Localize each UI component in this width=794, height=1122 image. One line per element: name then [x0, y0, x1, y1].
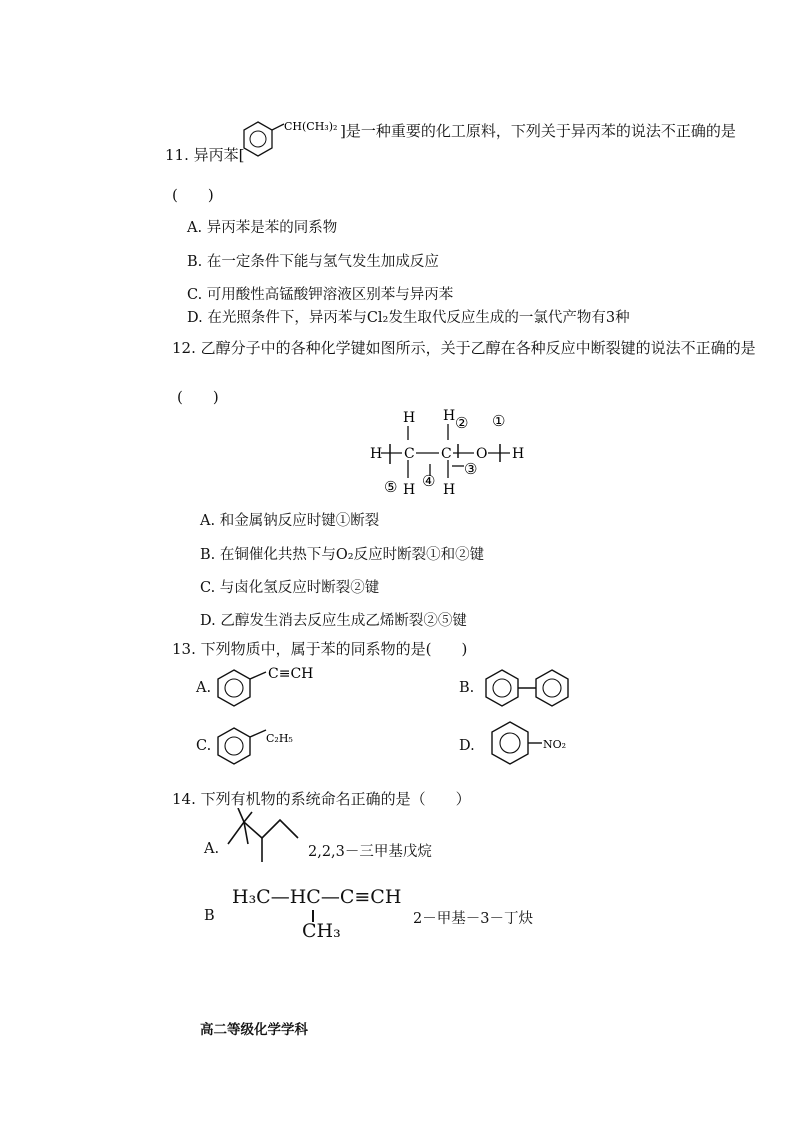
atom-c1: C [404, 446, 415, 462]
q14-option-b-letter: B [204, 908, 215, 924]
atom-h-bottom2: H [443, 482, 456, 498]
q13-option-d-label: NO₂ [543, 738, 567, 751]
q13-option-a-label: C≡CH [268, 666, 314, 682]
q14-option-b-branch: CH₃ [302, 920, 341, 942]
q11-paren: ( ) [172, 186, 214, 204]
isopropylbenzene-structure [236, 118, 348, 168]
biphenyl-structure [480, 664, 580, 714]
q14-option-b-name: 2－甲基－3－丁炔 [413, 911, 533, 927]
q13-stem: 13. 下列物质中，属于苯的同系物的是( ) [172, 640, 468, 658]
ethylbenzene-structure [214, 722, 314, 772]
q12-option-a: A. 和金属钠反应时键①断裂 [200, 513, 380, 529]
atom-h-right: H [512, 446, 525, 462]
q12-option-b: B. 在铜催化共热下与O₂反应时断裂①和②键 [200, 547, 485, 563]
q12-stem: 12. 乙醇分子中的各种化学键如图所示，关于乙醇在各种反应中断裂键的说法不正确的是 [172, 339, 756, 357]
bond-label-2: ② [455, 414, 469, 432]
atom-h-top2: H [443, 408, 456, 424]
bond-label-1: ① [492, 412, 506, 430]
q11-option-c: C. 可用酸性高锰酸钾溶液区别苯与异丙苯 [187, 287, 454, 303]
bond-label-5: ⑤ [384, 478, 398, 496]
q13-option-c-label: C₂H₅ [266, 732, 293, 745]
atom-o: O [476, 446, 488, 462]
q11-stem [165, 144, 245, 165]
atom-h-top1: H [403, 410, 416, 426]
q11-stem-pre: 异丙苯[ [193, 146, 245, 164]
bond-label-4: ④ [422, 472, 436, 490]
q11-option-d: D. 在光照条件下，异丙苯与Cl₂发生取代反应生成的一氯代产物有3种 [187, 310, 630, 326]
q11-option-a: A. 异丙苯是苯的同系物 [187, 220, 338, 236]
q14-option-a-letter: A. [204, 841, 220, 857]
q12-paren: ( ) [177, 388, 219, 406]
atom-h-bottom1: H [403, 482, 416, 498]
q11-option-b: B. 在一定条件下能与氢气发生加成反应 [187, 254, 439, 270]
q13-option-c-letter: C. [196, 738, 212, 754]
bond-label-3: ③ [464, 460, 478, 478]
q12-option-c: C. 与卤化氢反应时断裂②键 [200, 580, 380, 596]
ethanol-bond-diagram [360, 402, 550, 502]
atom-h-left: H [370, 446, 383, 462]
q11-substituent: CH(CH₃)₂ [284, 120, 338, 133]
q13-option-a-letter: A. [196, 680, 212, 696]
q11-stem-post: ]是一种重要的化工原料，下列关于异丙苯的说法不正确的是 [340, 122, 736, 140]
nitrobenzene-structure [486, 718, 596, 772]
q14-option-a-name: 2,2,3－三甲基戊烷 [308, 844, 432, 860]
page-footer: 高二等级化学学科 [200, 1022, 308, 1038]
q11-number: 11. [165, 146, 189, 164]
atom-c2: C [441, 446, 452, 462]
q12-option-d: D. 乙醇发生消去反应生成乙烯断裂②⑤键 [200, 613, 467, 629]
phenylacetylene-structure [214, 664, 334, 714]
q14-stem: 14. 下列有机物的系统命名正确的是（ ） [172, 790, 471, 808]
q13-option-b-letter: B. [459, 680, 475, 696]
q14-option-b-formula: H₃C—HC—C≡CH [232, 886, 402, 908]
q14-option-a-skeletal-structure [222, 808, 312, 868]
q13-option-d-letter: D. [459, 738, 475, 754]
